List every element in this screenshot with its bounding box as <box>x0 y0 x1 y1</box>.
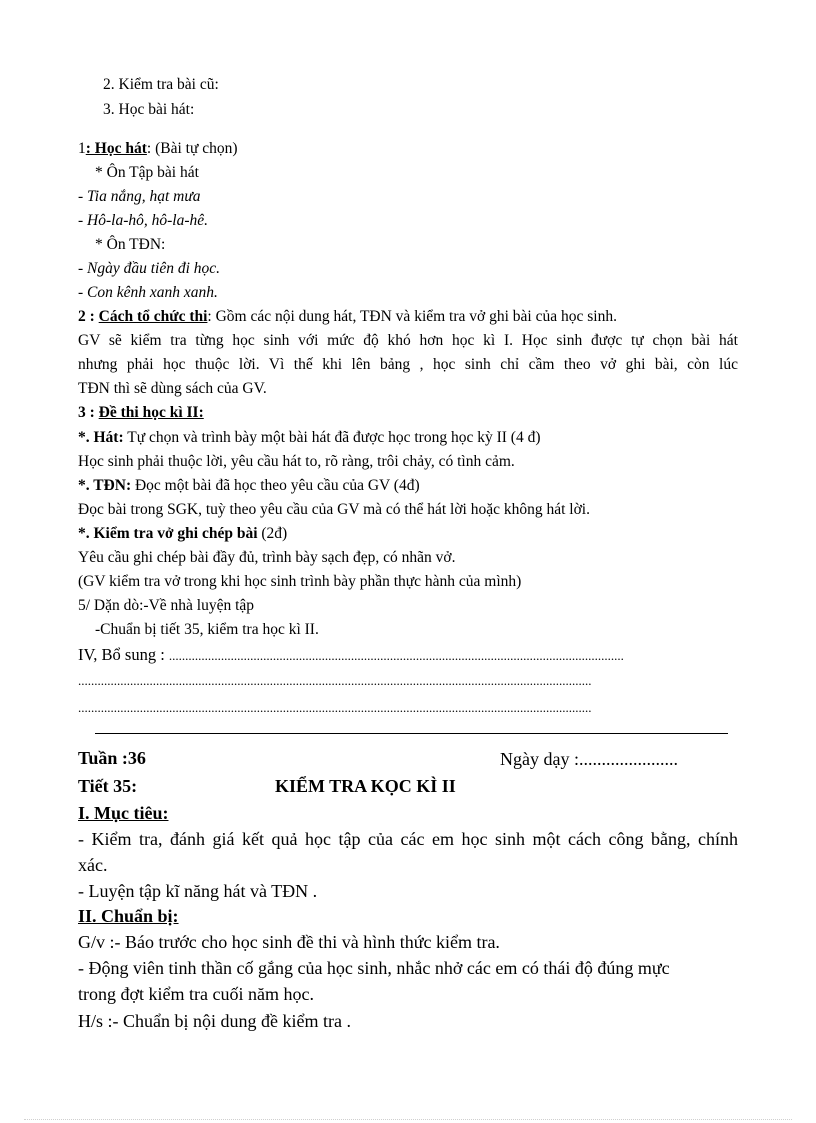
teacher-prep: trong đợt kiểm tra cuối năm học. <box>78 984 314 1004</box>
paragraph-line: TĐN thì sẽ dùng sách của GV. <box>78 380 267 397</box>
exam-tdn <box>78 477 420 495</box>
tdn-label: *. TĐN: <box>78 477 132 494</box>
homework-line: 5/ Dặn dò:-Về nhà luyện tập <box>78 597 255 614</box>
teacher-prep: - Động viên tinh thần cố gắng của học sinh, nhắc nhở các em có thái độ đúng mực <box>78 958 670 978</box>
song-item: - Hô-la-hô, hô-la-hê. <box>78 212 208 229</box>
section-3-number: 3 : <box>78 404 99 421</box>
tdn-item: - Ngày đầu tiên đi học. <box>78 260 221 277</box>
supplement-dots: ............................................................................................................................................ <box>168 648 624 663</box>
review-tdn-label: * Ôn TĐN: <box>95 236 166 253</box>
learn-song-item: 3. Học bài hát: <box>103 101 195 118</box>
exam-notebook <box>78 525 287 543</box>
notebook-note: (GV kiểm tra vở trong khi học sinh trình bày phần thực hành của mình) <box>78 573 522 590</box>
song-item: - Tia nắng, hạt mưa <box>78 188 201 205</box>
section-1-title: : Học hát <box>85 140 147 157</box>
teaching-date: Ngày dạy :...................... <box>500 749 678 769</box>
section-2-number: 2 : <box>78 308 99 325</box>
exam-singing <box>78 429 540 447</box>
review-songs-label: * Ôn Tập bài hát <box>95 164 199 181</box>
supplement-dots: .............................................................................................................................................................. <box>78 673 592 688</box>
period-label: Tiết 35: <box>78 776 138 796</box>
teacher-prep: G/v :- Báo trước cho học sinh đề thi và hình thức kiểm tra. <box>78 932 500 952</box>
notebook-score: (2đ) <box>257 525 288 542</box>
paragraph-line: GV sẽ kiểm tra từng học sinh với mức độ khó hơn học kì I. Học sinh được tự chọn bài hát <box>78 332 738 349</box>
section-3-title: Đề thi học kì II: <box>98 404 204 421</box>
section-3-heading <box>78 404 204 422</box>
section-1-heading <box>78 140 238 158</box>
objective-line: xác. <box>78 855 108 875</box>
objective-line: - Kiểm tra, đánh giá kết quả học tập của các em học sinh một cách công bằng, chính <box>78 829 738 849</box>
section-2-text: : Gồm các nội dung hát, TĐN và kiểm tra vở ghi bài của học sinh. <box>207 308 617 325</box>
lesson-title: KIỂM TRA KỌC KÌ II <box>275 776 456 796</box>
singing-requirement: Học sinh phải thuộc lời, yêu cầu hát to, rõ ràng, trôi chảy, có tình cảm. <box>78 453 515 470</box>
section-1-number: 1 <box>78 140 86 157</box>
homework-line: -Chuẩn bị tiết 35, kiểm tra học kì II. <box>95 621 319 638</box>
student-prep: H/s :- Chuẩn bị nội dung đề kiểm tra . <box>78 1011 351 1031</box>
tdn-item: - Con kênh xanh xanh. <box>78 284 218 301</box>
supplement-dots: .............................................................................................................................................................. <box>78 700 592 715</box>
section-2-heading <box>78 308 617 326</box>
divider <box>95 733 728 734</box>
page-bottom-border <box>24 1119 792 1120</box>
singing-text: Tự chọn và trình bày một bài hát đã được học trong học kỳ II (4 đ) <box>123 429 541 446</box>
objectives-heading: I. Mục tiêu: <box>78 803 169 823</box>
week-label: Tuần :36 <box>78 748 146 768</box>
section-1-note: : (Bài tự chọn) <box>146 140 238 157</box>
section-2-title: Cách tổ chức thi <box>98 308 208 325</box>
notebook-requirement: Yêu cầu ghi chép bài đầy đủ, trình bày sạch đẹp, có nhãn vở. <box>78 549 456 566</box>
singing-label: *. Hát: <box>78 429 124 446</box>
supplement-line <box>78 645 624 665</box>
tdn-requirement: Đọc bài trong SGK, tuỳ theo yêu cầu của GV mà có thể hát lời hoặc không hát lời. <box>78 501 590 518</box>
paragraph-line: nhưng phải học thuộc lời. Vì thế khi lên bảng , học sinh chỉ cầm theo vở ghi bài, còn lúc <box>78 356 738 373</box>
objective-line: - Luyện tập kĩ năng hát và TĐN . <box>78 881 318 901</box>
review-old-lesson: 2. Kiểm tra bài cũ: <box>103 76 219 93</box>
tdn-text: Đọc một bài đã học theo yêu cầu của GV (4đ) <box>131 477 420 494</box>
preparation-heading: II. Chuẩn bị: <box>78 906 179 926</box>
notebook-label: *. Kiểm tra vở ghi chép bài <box>78 525 258 542</box>
supplement-label: IV, Bổ sung : <box>78 645 169 664</box>
